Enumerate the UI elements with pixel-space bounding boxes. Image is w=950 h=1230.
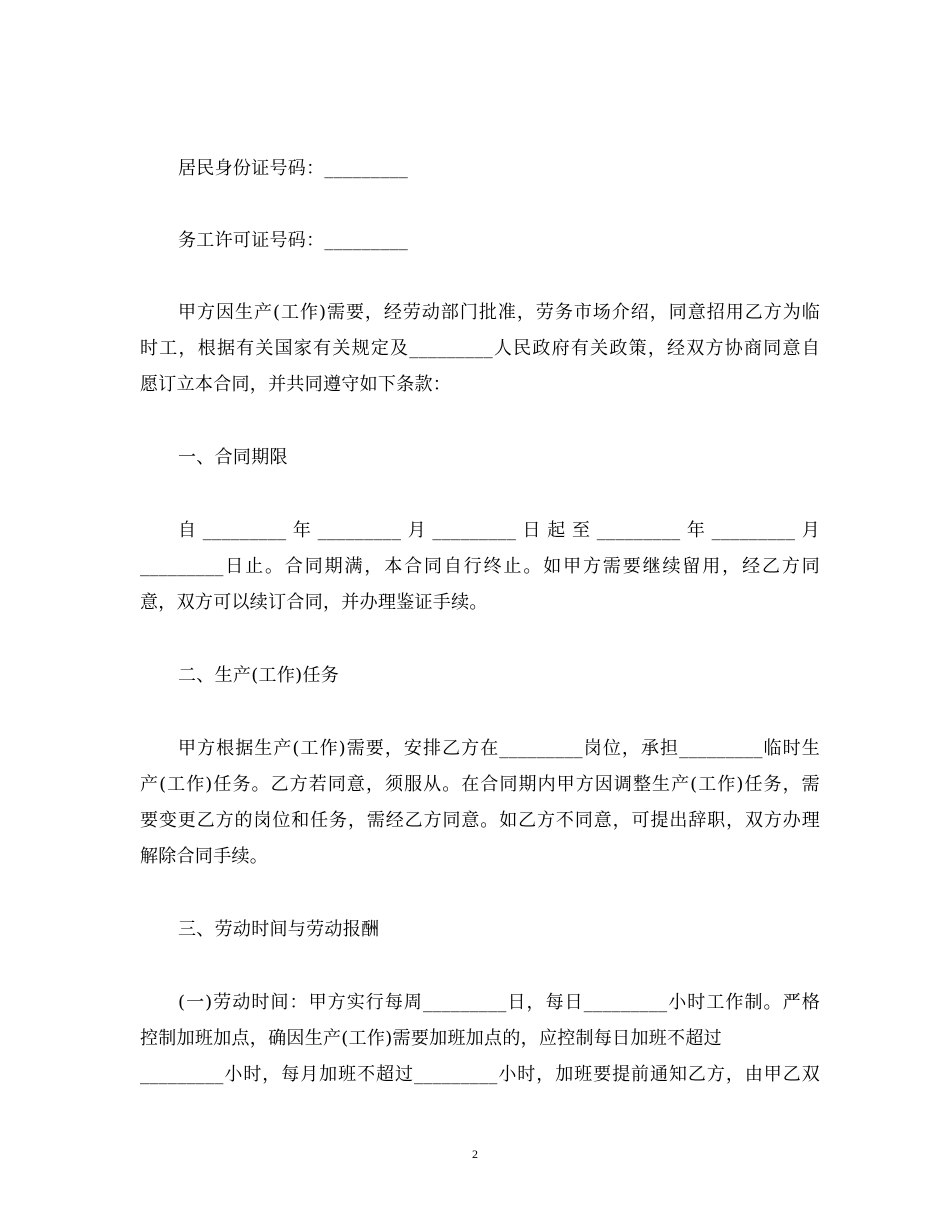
intro-paragraph-line-1: 甲方因生产(工作)需要，经劳动部门批准，劳务市场介绍，同意招用乙方为临 (178, 302, 820, 323)
intro-paragraph-line-3: 愿订立本合同，并共同遵守如下条款： (140, 374, 452, 395)
term-paragraph-line-1: 自_________年_________月_________日起至_________年_________月 (178, 520, 820, 541)
task-paragraph-line-2: 产(工作)任务。乙方若同意，须服从。在合同期内甲方因调整生产(工作)任务，需 (140, 774, 820, 795)
section-heading-task: 二、生产(工作)任务 (178, 665, 340, 686)
page-number: 2 (472, 1147, 478, 1161)
task-paragraph-line-4: 解除合同手续。 (140, 846, 269, 867)
hours-paragraph-line-2: 控制加班加点，确因生产(工作)需要加班加点的，应控制每日加班不超过 (140, 1028, 722, 1049)
hours-paragraph-line-3: _________小时，每月加班不超过_________小时，加班要提前通知乙方，由甲乙双 (140, 1064, 820, 1085)
term-paragraph-line-3: 意，双方可以续订合同，并办理鉴证手续。 (140, 592, 488, 613)
section-heading-hours-pay: 三、劳动时间与劳动报酬 (178, 919, 380, 940)
work-permit-line: 务工许可证号码：_________ (178, 230, 409, 251)
id-number-line: 居民身份证号码：_________ (178, 158, 409, 179)
task-paragraph-line-1: 甲方根据生产(工作)需要，安排乙方在_________岗位，承担_________临时生 (178, 738, 820, 759)
section-heading-term: 一、合同期限 (178, 447, 288, 468)
task-paragraph-line-3: 要变更乙方的岗位和任务，需经乙方同意。如乙方不同意，可提出辞职，双方办理 (140, 810, 820, 831)
intro-paragraph-line-2: 时工，根据有关国家有关规定及_________人民政府有关政策，经双方协商同意自 (140, 338, 820, 359)
term-paragraph-line-2: _________日止。合同期满，本合同自行终止。如甲方需要继续留用，经乙方同 (140, 556, 820, 577)
hours-paragraph-line-1: (一)劳动时间：甲方实行每周_________日，每日_________小时工作制。严格 (178, 992, 820, 1013)
